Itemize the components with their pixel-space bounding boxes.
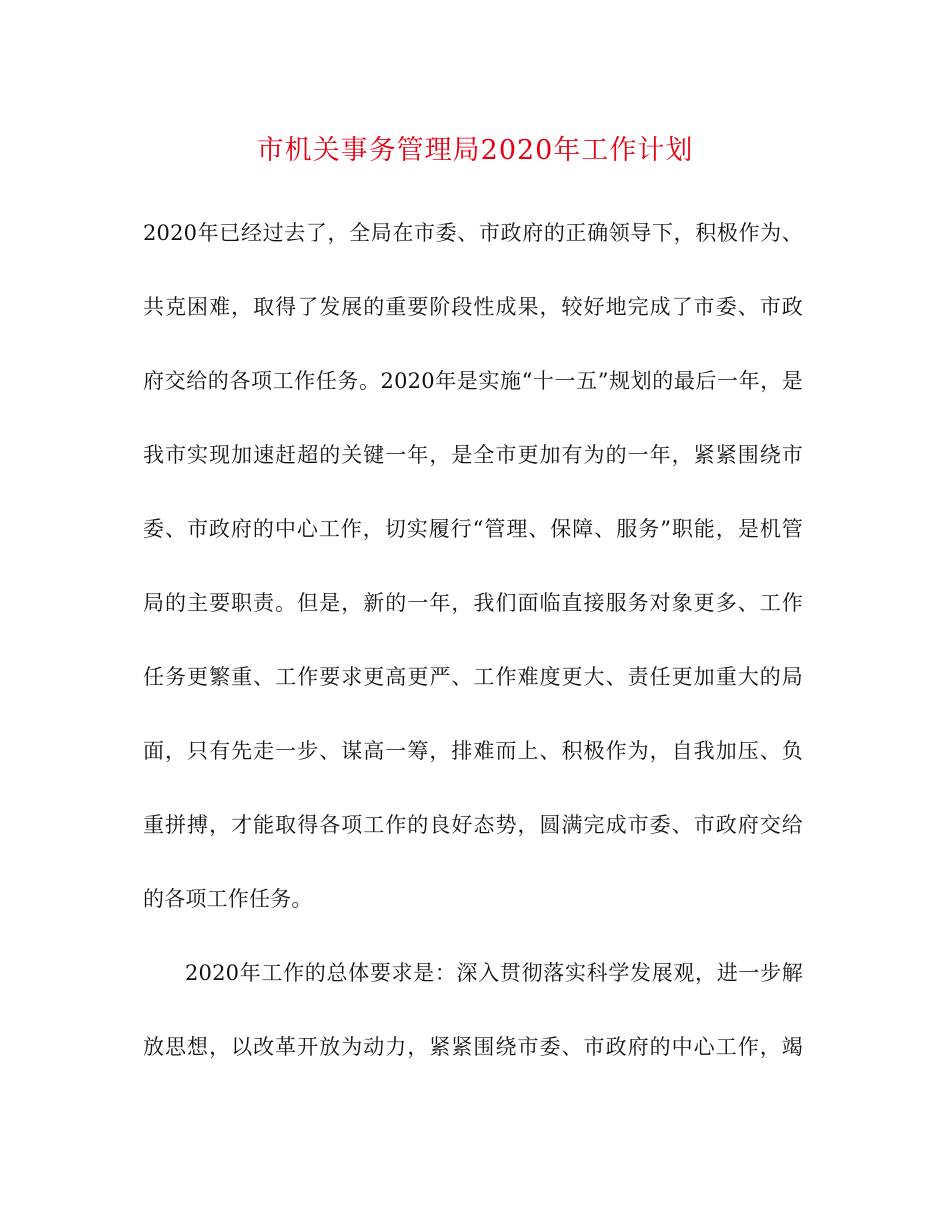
paragraph-line: 委、市政府的中心工作，切实履行“管理、保障、服务”职能，是机管 — [143, 517, 803, 541]
paragraph-line: 2020年已经过去了，全局在市委、市政府的正确领导下，积极作为、 — [143, 221, 803, 245]
paragraph-line: 府交给的各项工作任务。2020年是实施“十一五”规划的最后一年，是 — [143, 369, 803, 393]
paragraph-line: 的各项工作任务。 — [143, 887, 313, 911]
paragraph-line: 任务更繁重、工作要求更高更严、工作难度更大、责任更加重大的局 — [143, 665, 803, 689]
paragraph-line: 重拼搏，才能取得各项工作的良好态势，圆满完成市委、市政府交给 — [143, 813, 803, 837]
paragraph-line: 我市实现加速赶超的关键一年，是全市更加有为的一年，紧紧围绕市 — [143, 443, 803, 467]
document-title: 市机关事务管理局2020年工作计划 — [256, 135, 694, 166]
paragraph-line: 共克困难，取得了发展的重要阶段性成果，较好地完成了市委、市政 — [143, 295, 803, 319]
paragraph-line: 局的主要职责。但是，新的一年，我们面临直接服务对象更多、工作 — [143, 591, 803, 615]
paragraph-line: 放思想，以改革开放为动力，紧紧围绕市委、市政府的中心工作，竭 — [143, 1035, 803, 1059]
paragraph-line: 2020年工作的总体要求是：深入贯彻落实科学发展观，进一步解 — [185, 961, 803, 985]
paragraph-line: 面，只有先走一步、谋高一筹，排难而上、积极作为，自我加压、负 — [143, 739, 803, 763]
